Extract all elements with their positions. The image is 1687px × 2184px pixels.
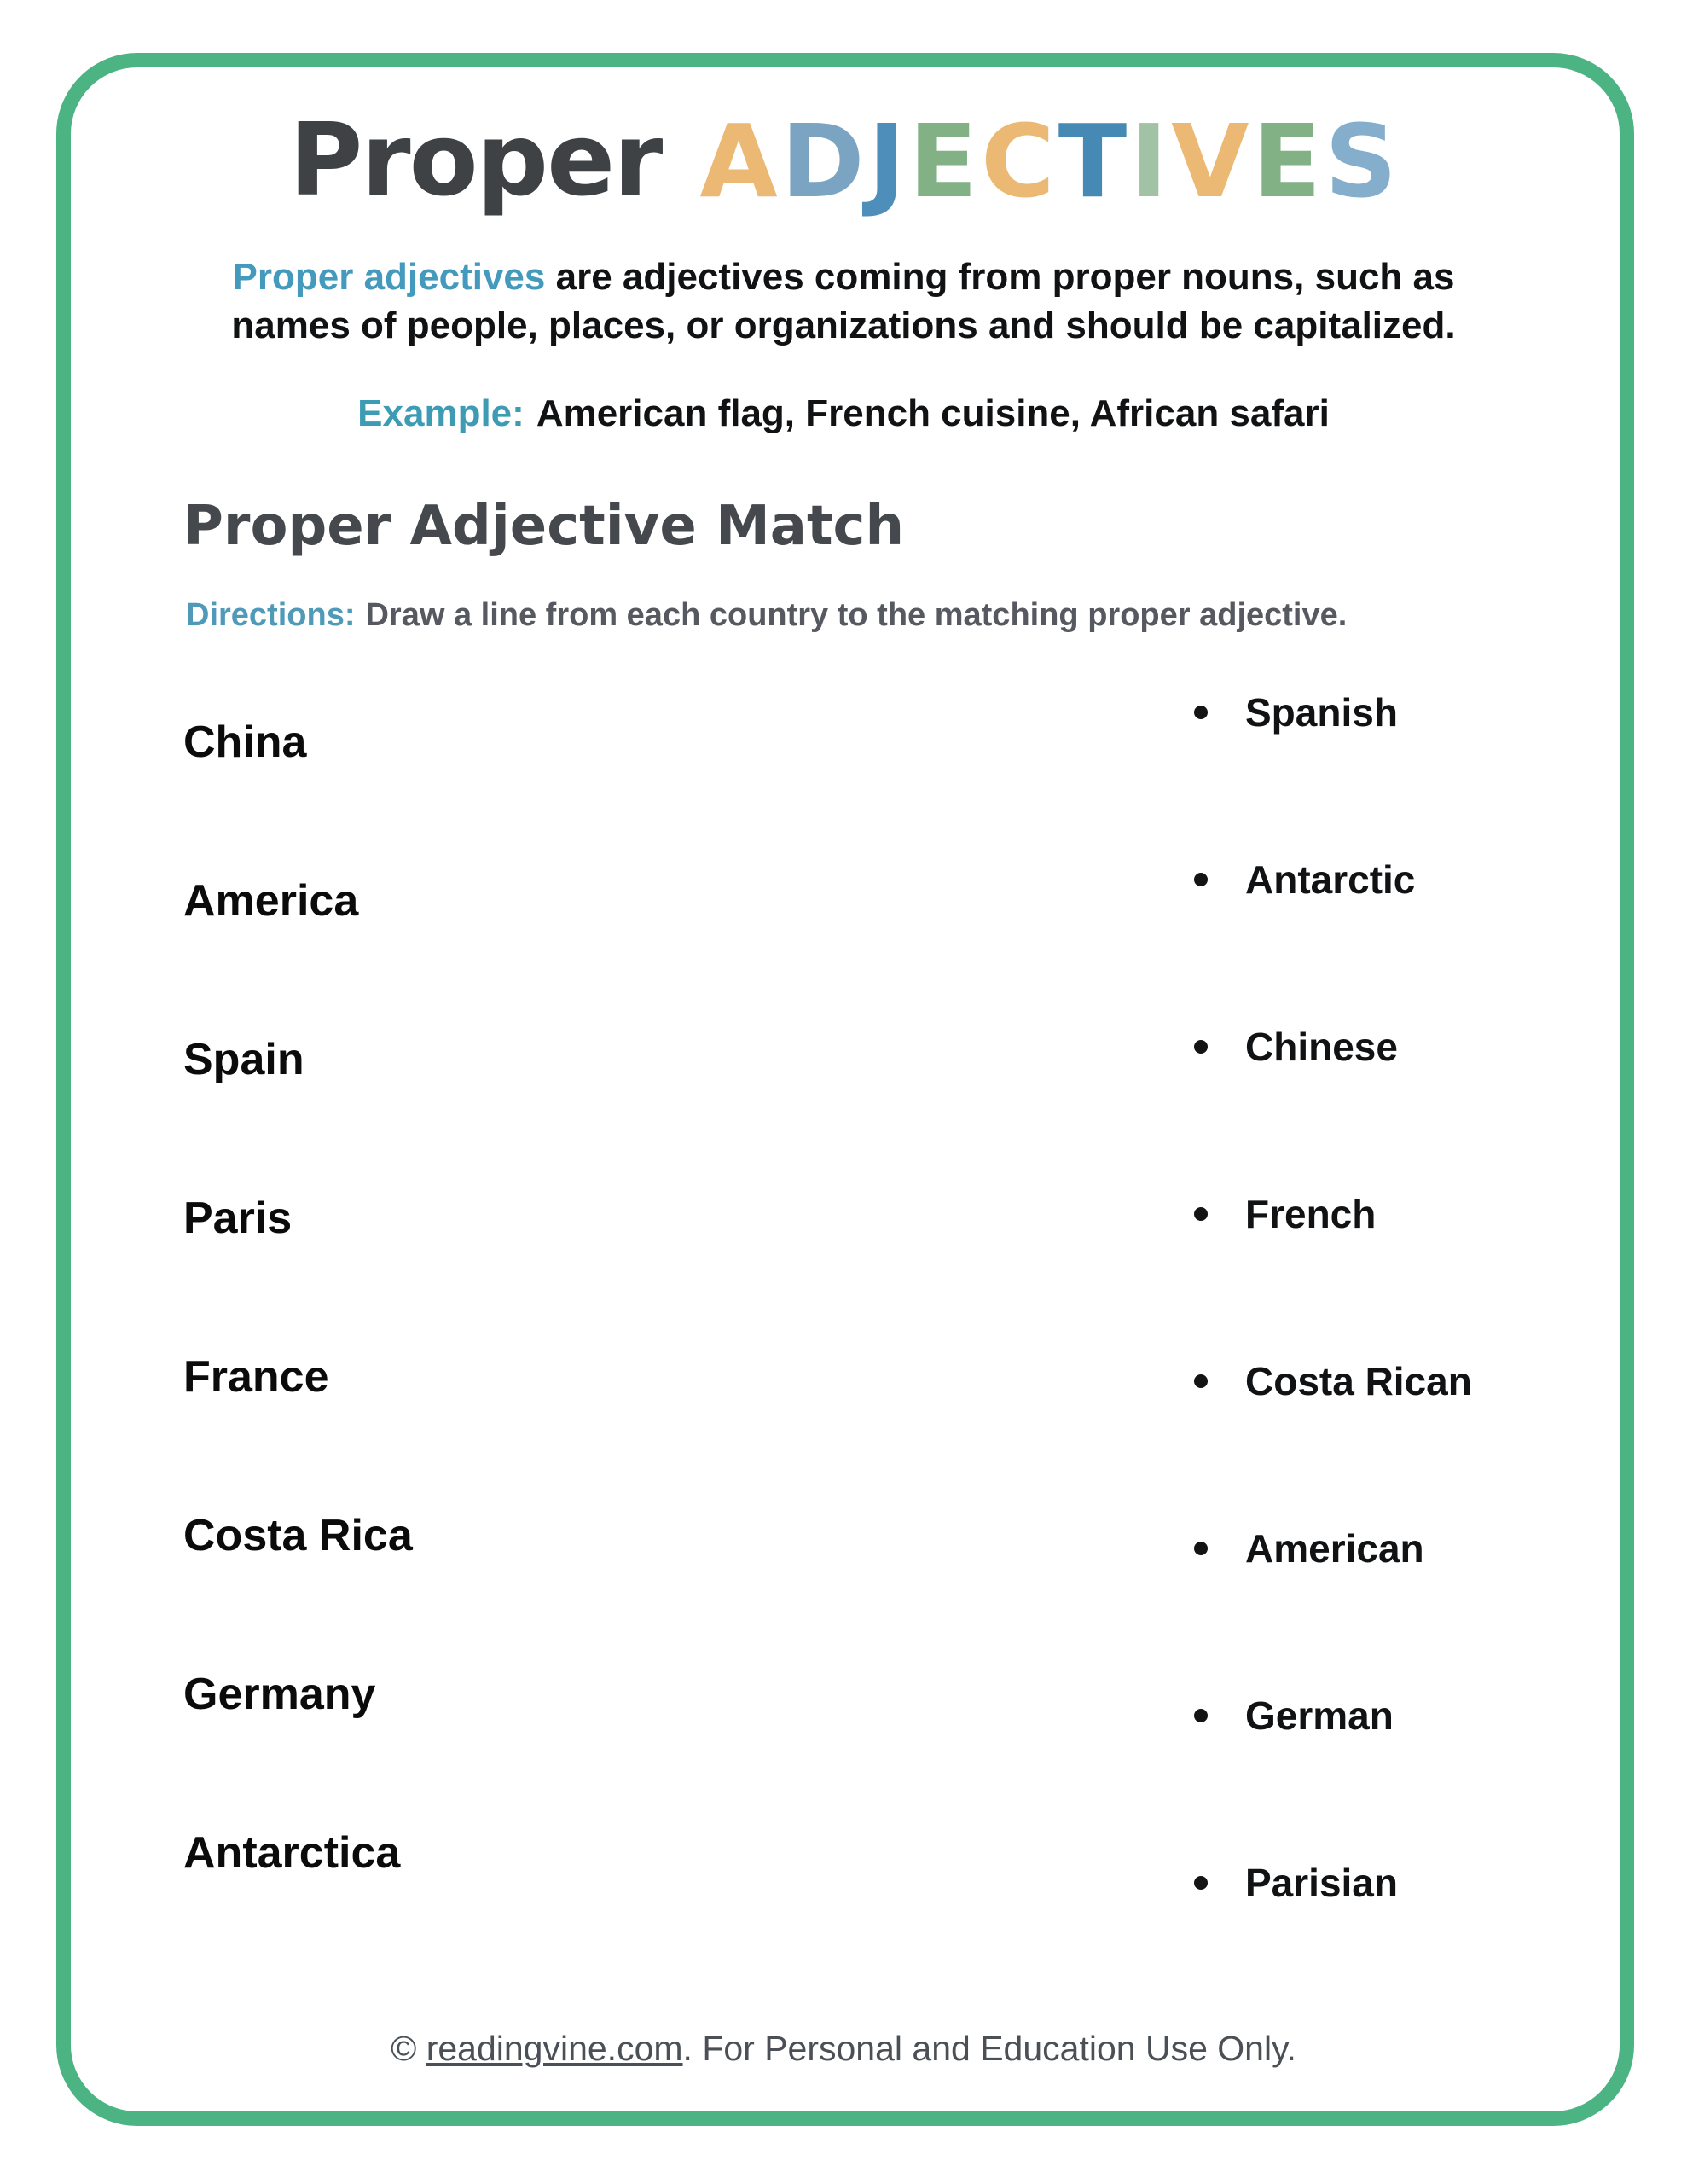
adjective-label: Antarctic: [1245, 857, 1416, 902]
adjective-label: German: [1245, 1693, 1394, 1738]
country-label: Paris: [183, 1194, 293, 1243]
adjective-item: [1194, 1298, 1472, 1465]
title-letter: D: [780, 102, 863, 220]
example-line: [0, 392, 1687, 435]
bullet-icon: [1194, 1542, 1208, 1555]
adjective-list: [1194, 629, 1472, 1966]
adjective-item: [1194, 629, 1472, 796]
title-letter: A: [699, 102, 776, 220]
bullet-icon: [1194, 1374, 1208, 1388]
section-heading: Proper Adjective Match: [183, 495, 905, 558]
title-word-proper: Proper: [288, 101, 662, 218]
title-letter: E: [1252, 102, 1320, 220]
country-label: France: [183, 1352, 329, 1402]
bullet-icon: [1194, 1207, 1208, 1221]
intro-line2: names of people, places, or organizations and should be capitalized.: [231, 305, 1456, 347]
country-label: Costa Rica: [183, 1511, 413, 1560]
country-item: [183, 980, 413, 1139]
worksheet-title: [0, 101, 1687, 220]
title-letter: S: [1325, 102, 1396, 220]
adjective-label: Chinese: [1245, 1025, 1398, 1069]
adjective-label: Spanish: [1245, 690, 1398, 735]
country-item: [183, 1139, 413, 1298]
country-label: Germany: [183, 1670, 376, 1719]
footer: [0, 2029, 1687, 2069]
adjective-item: [1194, 796, 1472, 963]
country-item: [183, 663, 413, 822]
intro-text: [110, 253, 1577, 350]
bullet-icon: [1194, 706, 1208, 719]
country-label: Spain: [183, 1035, 304, 1084]
country-item: [183, 1774, 413, 1932]
example-label: Example:: [357, 392, 525, 434]
title-letter: E: [908, 102, 977, 220]
adjective-label: French: [1245, 1192, 1377, 1236]
directions-line: [186, 597, 1347, 634]
directions-text: Draw a line from each country to the matching proper adjective.: [365, 597, 1348, 633]
country-label: America: [183, 876, 359, 926]
country-item: [183, 1615, 413, 1774]
adjective-item: [1194, 1465, 1472, 1632]
country-item: [183, 1298, 413, 1456]
country-label: Antarctica: [183, 1828, 401, 1878]
title-letter: T: [1058, 102, 1126, 220]
adjective-label: Parisian: [1245, 1861, 1398, 1905]
country-item: [183, 1456, 413, 1615]
title-letter: I: [1130, 102, 1167, 220]
footer-link[interactable]: readingvine.com: [426, 2029, 683, 2068]
directions-label: Directions:: [186, 597, 356, 633]
bullet-icon: [1194, 1876, 1208, 1890]
country-label: China: [183, 717, 307, 767]
adjective-item: [1194, 1130, 1472, 1298]
footer-text: . For Personal and Education Use Only.: [682, 2029, 1296, 2068]
country-item: [183, 822, 413, 980]
bullet-icon: [1194, 1040, 1208, 1054]
example-text: American flag, French cuisine, African safari: [536, 392, 1330, 434]
country-list: [183, 663, 413, 1932]
footer-copyright: ©: [391, 2029, 426, 2068]
title-word-adjectives: [697, 101, 1398, 218]
title-letter: J: [867, 102, 904, 220]
adjective-label: Costa Rican: [1245, 1359, 1472, 1403]
bullet-icon: [1194, 1709, 1208, 1722]
adjective-item: [1194, 1799, 1472, 1966]
title-letter: C: [981, 102, 1053, 220]
intro-highlight: Proper adjectives: [232, 256, 546, 298]
intro-line1-rest: are adjectives coming from proper nouns, such as: [545, 256, 1455, 298]
adjective-label: American: [1245, 1526, 1424, 1571]
title-letter: V: [1171, 102, 1248, 220]
adjective-item: [1194, 963, 1472, 1130]
adjective-item: [1194, 1632, 1472, 1799]
bullet-icon: [1194, 873, 1208, 886]
